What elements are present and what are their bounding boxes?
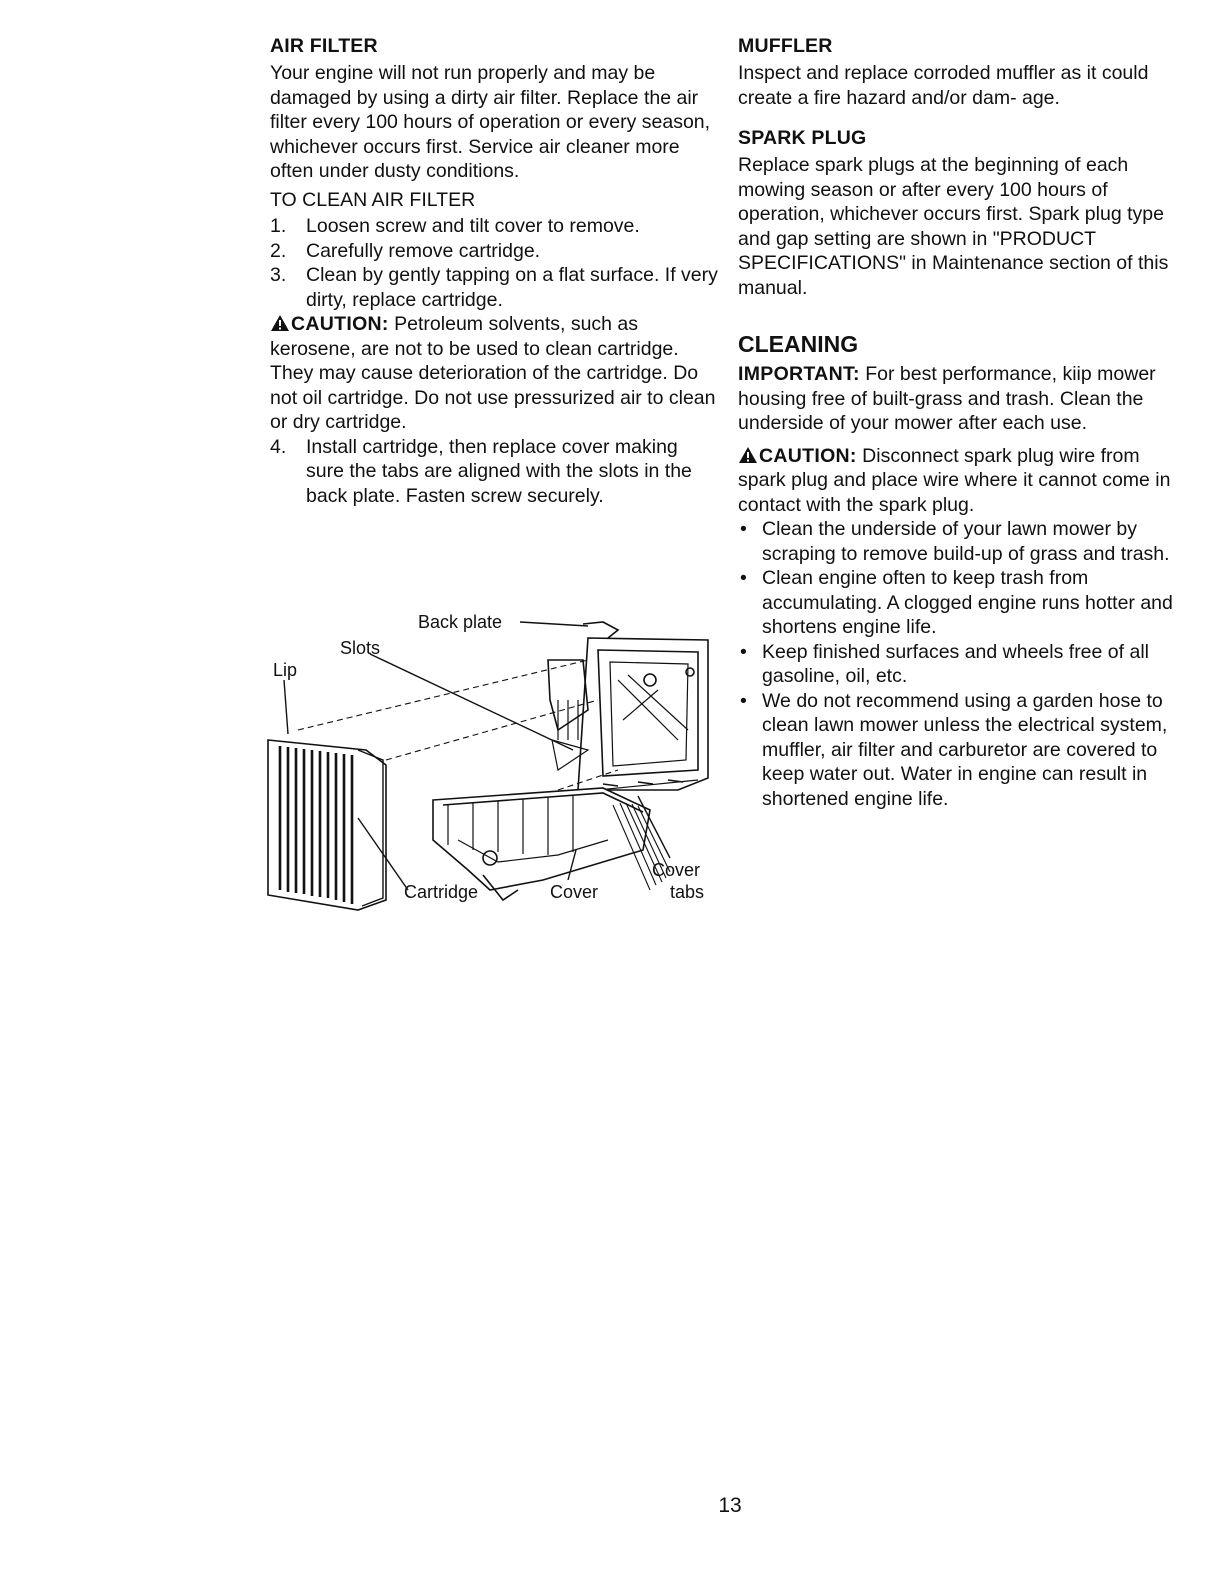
caution-label: CAUTION: (759, 444, 857, 467)
label-slots: Slots (340, 638, 381, 658)
air-filter-steps (270, 214, 720, 312)
caution-text: Disconnect spark plug wire from spark plug and place wire where it cannot come in contact with the spark plug. (738, 444, 1171, 516)
step-1: 1. Loosen screw and tilt cover to remove. (270, 215, 640, 237)
cleaning-bullets (738, 517, 1188, 811)
label-lip: Lip (273, 660, 298, 680)
left-column (270, 34, 720, 508)
list-item: • Keep finished surfaces and wheels free of all gasoline, oil, etc. (740, 640, 1149, 687)
label-cartridge: Cartridge (404, 882, 479, 902)
air-filter-heading: AIR FILTER (270, 35, 378, 57)
cleaning-important (738, 362, 1188, 436)
list-item: • Clean the underside of your lawn mower by scraping to remove build-up of grass and trash. (740, 518, 1170, 565)
step-2: 2. Carefully remove cartridge. (270, 239, 541, 262)
air-filter-diagram (258, 600, 718, 920)
caution-text: Petroleum solvents, such as kerosene, are not to be used to clean cartridge. They may cause deterioration of the cartridge. Do not oil cartridge. Do not use pressurized air to clean or dry cartridge. (270, 313, 716, 433)
label-cover: Cover (550, 882, 599, 902)
muffler-text: Inspect and replace corroded muffler as it could create a fire hazard and/or dam- age. (738, 62, 1149, 109)
label-cover-tabs-1: Cover (652, 860, 701, 880)
right-column (738, 34, 1188, 811)
label-cover-tabs-2: tabs (670, 882, 705, 902)
label-back-plate: Back plate (418, 612, 503, 632)
cleaning-caution (738, 444, 1188, 518)
air-filter-intro: Your engine will not run properly and may be damaged by using a dirty air filter. Replace the air filter every 100 hours of operation or every season, whichever occurs first. Service air cleaner more often under dusty conditions. (270, 62, 711, 182)
list-item: • Clean engine often to keep trash from accumulating. A clogged engine runs hotter and shortens engine life. (740, 567, 1173, 638)
caution-label: CAUTION: (291, 313, 389, 335)
page-number: 13 (718, 1494, 742, 1517)
air-filter-illustration (258, 600, 718, 920)
clean-air-filter-heading: TO CLEAN AIR FILTER (270, 188, 476, 211)
warning-triangle-icon (270, 314, 290, 332)
spark-plug-text: Replace spark plugs at the beginning of each mowing season or after every 100 hours of operation, whichever occurs first. Spark plug type and gap setting are shown in "PRODUCT SPECIFICATIONS" in Maintenance section of this manual. (738, 154, 1169, 299)
muffler-heading: MUFFLER (738, 35, 833, 57)
warning-triangle-icon (738, 446, 758, 464)
important-label: IMPORTANT: (738, 363, 860, 385)
step-4: 4. Install cartridge, then replace cover making sure the tabs are aligned with the slots in the back plate. Fasten screw securely. (270, 435, 692, 507)
list-item: • We do not recommend using a garden hose to clean lawn mower unless the electrical system, muffler, air filter and carburetor are covered to keep water out. Water in engine can result in shortened engine life. (740, 689, 1168, 810)
spark-plug-heading: SPARK PLUG (738, 127, 867, 149)
important-text: For best performance, kiip mower housing free of built-grass and trash. Clean the underside of your mower after each use. (738, 363, 1156, 434)
cleaning-heading: CLEANING (738, 331, 859, 357)
air-filter-step-4 (270, 435, 720, 509)
air-filter-caution (270, 312, 720, 435)
step-3: 3. Clean by gently tapping on a flat surface. If very dirty, replace cartridge. (270, 264, 718, 311)
